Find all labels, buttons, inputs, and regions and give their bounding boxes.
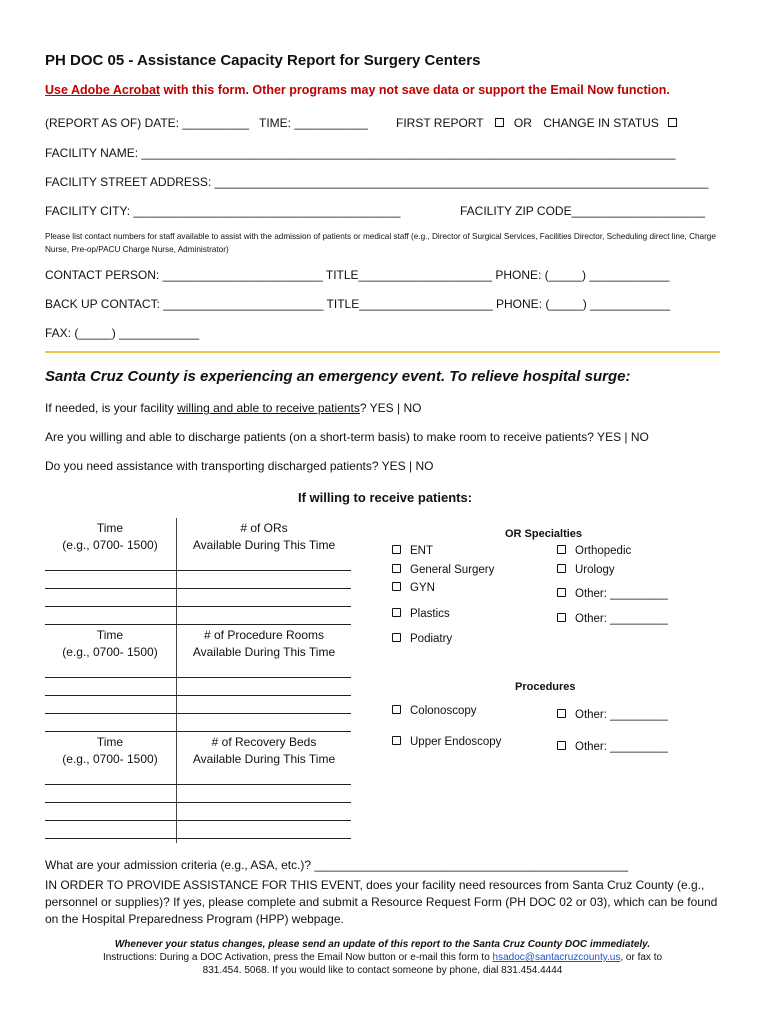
time-field[interactable]: TIME: ___________ xyxy=(259,116,368,130)
checkbox-icon[interactable] xyxy=(392,705,401,714)
backup-contact-field[interactable]: BACK UP CONTACT: ________________________ TITLE____________________ PHONE: (_____) ____________ xyxy=(45,297,671,311)
checkbox-icon[interactable] xyxy=(557,709,566,718)
checkbox-icon[interactable] xyxy=(557,741,566,750)
phone-line: 831.454. 5068. If you would like to contact someone by phone, dial 831.454.4444 xyxy=(202,965,563,976)
receive-heading: If willing to receive patients: xyxy=(297,490,473,505)
table-row[interactable] xyxy=(45,802,351,803)
time-header-3: Time (e.g., 0700- 1500) xyxy=(62,735,158,766)
checkbox-urology[interactable]: Urology xyxy=(557,564,615,576)
checkbox-other-1[interactable]: Other: _________ xyxy=(557,588,668,600)
question-discharge[interactable]: Are you willing and able to discharge patients (on a short-term basis) to make room to receive patients? YES | NO xyxy=(45,430,649,444)
checkbox-podiatry[interactable]: Podiatry xyxy=(392,633,452,645)
assistance-text: IN ORDER TO PROVIDE ASSISTANCE FOR THIS EVENT, does your facility need resources from Santa Cruz County (e.g., personnel or supplies)? If yes, please complete and submit a Resource Request Form (PH DOC 02 or 03), which can be found on the Hospital Preparedness Program (HPP) webpage. xyxy=(45,878,718,926)
question-receive: If needed, is your facility willing and able to receive patients? YES | NO xyxy=(45,401,422,415)
checkbox-icon[interactable] xyxy=(557,545,566,554)
checkbox-upper-endoscopy[interactable]: Upper Endoscopy xyxy=(392,736,501,748)
ors-header: # of ORs Available During This Time xyxy=(192,521,336,552)
or-specialties-heading: OR Specialties xyxy=(505,528,583,540)
change-status-checkbox[interactable] xyxy=(668,118,677,127)
checkbox-ent[interactable]: ENT xyxy=(392,545,433,557)
table-row[interactable] xyxy=(45,713,351,714)
date-field[interactable]: (REPORT AS OF) DATE: __________ xyxy=(45,116,250,130)
checkbox-icon[interactable] xyxy=(557,564,566,573)
time-header-2: Time (e.g., 0700- 1500) xyxy=(62,628,158,659)
table-row[interactable] xyxy=(45,588,351,589)
table-row[interactable] xyxy=(45,731,351,732)
instructions-line: Instructions: During a DOC Activation, press the Email Now button or e-mail this form to hsadoc@santacruzcounty.us, or fax to xyxy=(102,952,663,963)
facility-street-field[interactable]: FACILITY STREET ADDRESS: __________________________________________________________________________ xyxy=(45,175,709,189)
checkbox-gyn[interactable]: GYN xyxy=(392,582,435,594)
table-row[interactable] xyxy=(45,606,351,607)
procedures-heading: Procedures xyxy=(515,681,576,693)
first-report-option: FIRST REPORT OR CHANGE IN STATUS xyxy=(396,116,680,130)
facility-city-field[interactable]: FACILITY CITY: ________________________________________ xyxy=(45,204,401,218)
checkbox-icon[interactable] xyxy=(392,608,401,617)
fax-field[interactable]: FAX: (_____) ____________ xyxy=(45,326,200,340)
table-row[interactable] xyxy=(45,784,351,785)
checkbox-icon[interactable] xyxy=(392,582,401,591)
checkbox-other-3[interactable]: Other: _________ xyxy=(557,709,668,721)
table-row[interactable] xyxy=(45,820,351,821)
table-row[interactable] xyxy=(45,570,351,571)
checkbox-icon[interactable] xyxy=(392,564,401,573)
question-transport[interactable]: Do you need assistance with transporting discharged patients? YES | NO xyxy=(45,459,434,473)
email-link[interactable]: hsadoc@santacruzcounty.us xyxy=(492,952,621,963)
gold-divider xyxy=(45,351,720,353)
procedure-rooms-header: # of Procedure Rooms Available During This Time xyxy=(192,628,336,659)
table-row[interactable] xyxy=(45,624,351,625)
checkbox-icon[interactable] xyxy=(557,613,566,622)
facility-zip-field[interactable]: FACILITY ZIP CODE____________________ xyxy=(460,204,706,218)
recovery-beds-header: # of Recovery Beds Available During This Time xyxy=(192,735,336,766)
checkbox-colonoscopy[interactable]: Colonoscopy xyxy=(392,705,476,717)
table-row[interactable] xyxy=(45,695,351,696)
admission-criteria-field[interactable]: What are your admission criteria (e.g., ASA, etc.)? _______________________________________________ xyxy=(45,858,629,872)
checkbox-other-2[interactable]: Other: _________ xyxy=(557,613,668,625)
contact-note: Please list contact numbers for staff available to assist with the admission of patients or medical staff (e.g., Director of Surgical Services, Facilities Director, Scheduling direct line, Charge Nurse, Pre-op/PACU Charge Nurse, Administrator) xyxy=(45,232,716,254)
checkbox-general-surgery[interactable]: General Surgery xyxy=(392,564,494,576)
checkbox-icon[interactable] xyxy=(392,633,401,642)
acrobat-warning: Use Adobe Acrobat with this form. Other programs may not save data or support the Email Now function. xyxy=(45,83,670,97)
page-title: PH DOC 05 - Assistance Capacity Report for Surgery Centers xyxy=(45,52,481,69)
table-row[interactable] xyxy=(45,677,351,678)
table-divider xyxy=(176,518,177,843)
checkbox-other-4[interactable]: Other: _________ xyxy=(557,741,668,753)
time-header-1: Time (e.g., 0700- 1500) xyxy=(62,521,158,552)
checkbox-orthopedic[interactable]: Orthopedic xyxy=(557,545,631,557)
checkbox-icon[interactable] xyxy=(392,545,401,554)
first-report-checkbox[interactable] xyxy=(495,118,504,127)
status-change-notice: Whenever your status changes, please send an update of this report to the Santa Cruz County DOC immediately. xyxy=(114,939,651,950)
checkbox-plastics[interactable]: Plastics xyxy=(392,608,450,620)
checkbox-icon[interactable] xyxy=(557,588,566,597)
surge-heading: Santa Cruz County is experiencing an emergency event. To relieve hospital surge: xyxy=(45,368,631,385)
checkbox-icon[interactable] xyxy=(392,736,401,745)
acrobat-link[interactable]: Use Adobe Acrobat xyxy=(45,83,161,97)
table-row[interactable] xyxy=(45,838,351,839)
facility-name-field[interactable]: FACILITY NAME: ________________________________________________________________________________ xyxy=(45,146,676,160)
contact-person-field[interactable]: CONTACT PERSON: ________________________ TITLE____________________ PHONE: (_____) ____________ xyxy=(45,268,670,282)
